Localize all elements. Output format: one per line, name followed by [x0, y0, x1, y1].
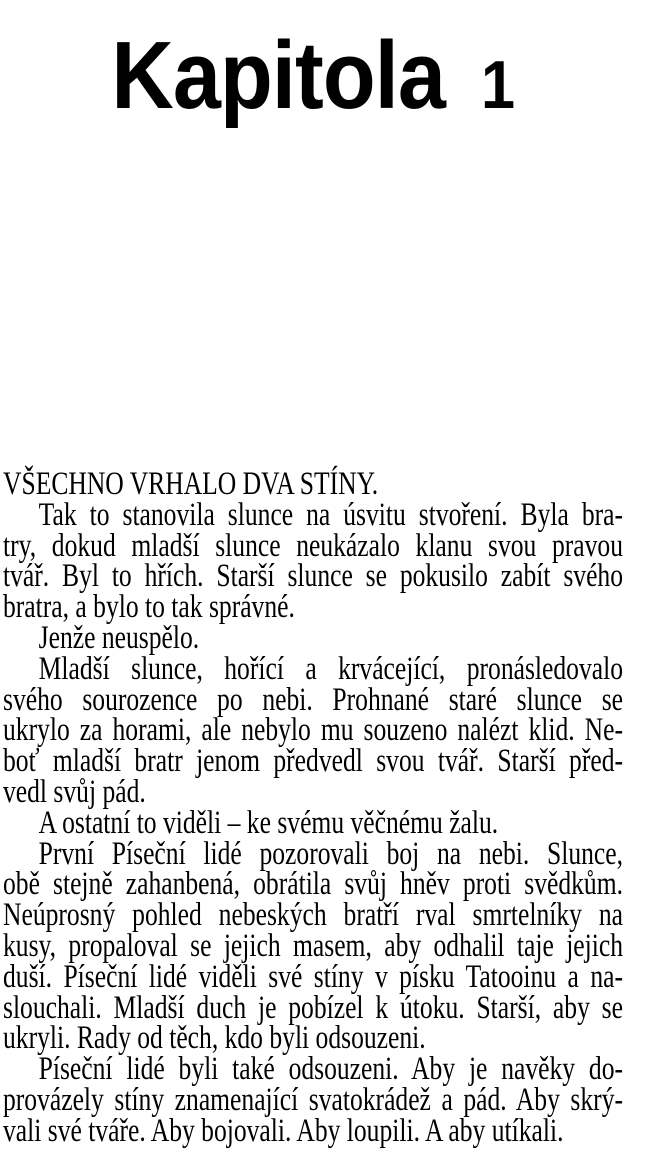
body-line: Jenže neuspělo. — [38, 619, 200, 656]
body-line: VŠECHNO VRHALO DVA STÍNY. — [3, 466, 379, 502]
body-line: kusy, propaloval se jejich masem, aby odhalil taje jejich — [3, 927, 623, 964]
body-line: boť mladší bratr jenom předvedl svou tvář. Starší před- — [3, 743, 623, 780]
body-line: duší. Píseční lidé viděli své stíny v písku Tatooinu a na- — [3, 958, 623, 995]
paragraph-opener — [3, 466, 623, 502]
paragraph — [3, 804, 623, 841]
body-line: Mladší slunce, hořící a krvácející, pronásledovalo — [38, 650, 623, 687]
body-line: Neúprosný pohled nebeských bratří rval smrtelníky na — [3, 897, 623, 934]
body-line: svého sourozence po nebi. Prohnané staré slunce se — [3, 681, 623, 718]
body-text — [3, 466, 623, 1149]
body-line: bratra, a bylo to tak správné. — [3, 589, 295, 626]
paragraph — [3, 619, 623, 656]
paragraph — [3, 835, 623, 1057]
chapter-header — [0, 22, 650, 133]
paragraph — [3, 650, 623, 810]
body-line: tvář. Byl to hřích. Starší slunce se pokusilo zabít svého — [3, 558, 623, 595]
body-line: slouchali. Mladší duch je pobízel k útoku. Starší, aby se — [3, 989, 623, 1026]
body-line: Píseční lidé byli také odsouzeni. Aby je navěky do- — [38, 1051, 623, 1088]
body-line: vedl svůj pád. — [3, 773, 146, 810]
body-line: try, dokud mladší slunce neukázalo klanu svou pravou — [3, 527, 623, 564]
paragraph — [3, 1051, 623, 1149]
chapter-number: 1 — [481, 47, 515, 123]
body-line: První Píseční lidé pozorovali boj na nebi. Slunce, — [38, 835, 623, 872]
body-line: vali své tváře. Aby bojovali. Aby loupili. A aby utíkali. — [3, 1112, 564, 1149]
body-line: obě stejně zahanbená, obrátila svůj hněv proti svědkům. — [3, 866, 623, 903]
body-line: ukrylo za horami, ale nebylo mu souzeno nalézt klid. Ne- — [3, 712, 623, 749]
paragraph — [3, 496, 623, 626]
body-line: provázely stíny znamenající svatokrádež a pád. Aby skrý- — [3, 1081, 623, 1118]
chapter-title — [0, 22, 650, 133]
body-line: ukryli. Rady od těch, kdo byli odsouzeni. — [3, 1020, 426, 1057]
body-line: A ostatní to viděli – ke svému věčnému žalu. — [38, 804, 499, 841]
chapter-title-word: Kapitola — [111, 22, 446, 129]
body-line: Tak to stanovila slunce na úsvitu stvoření. Byla bra- — [38, 496, 623, 533]
